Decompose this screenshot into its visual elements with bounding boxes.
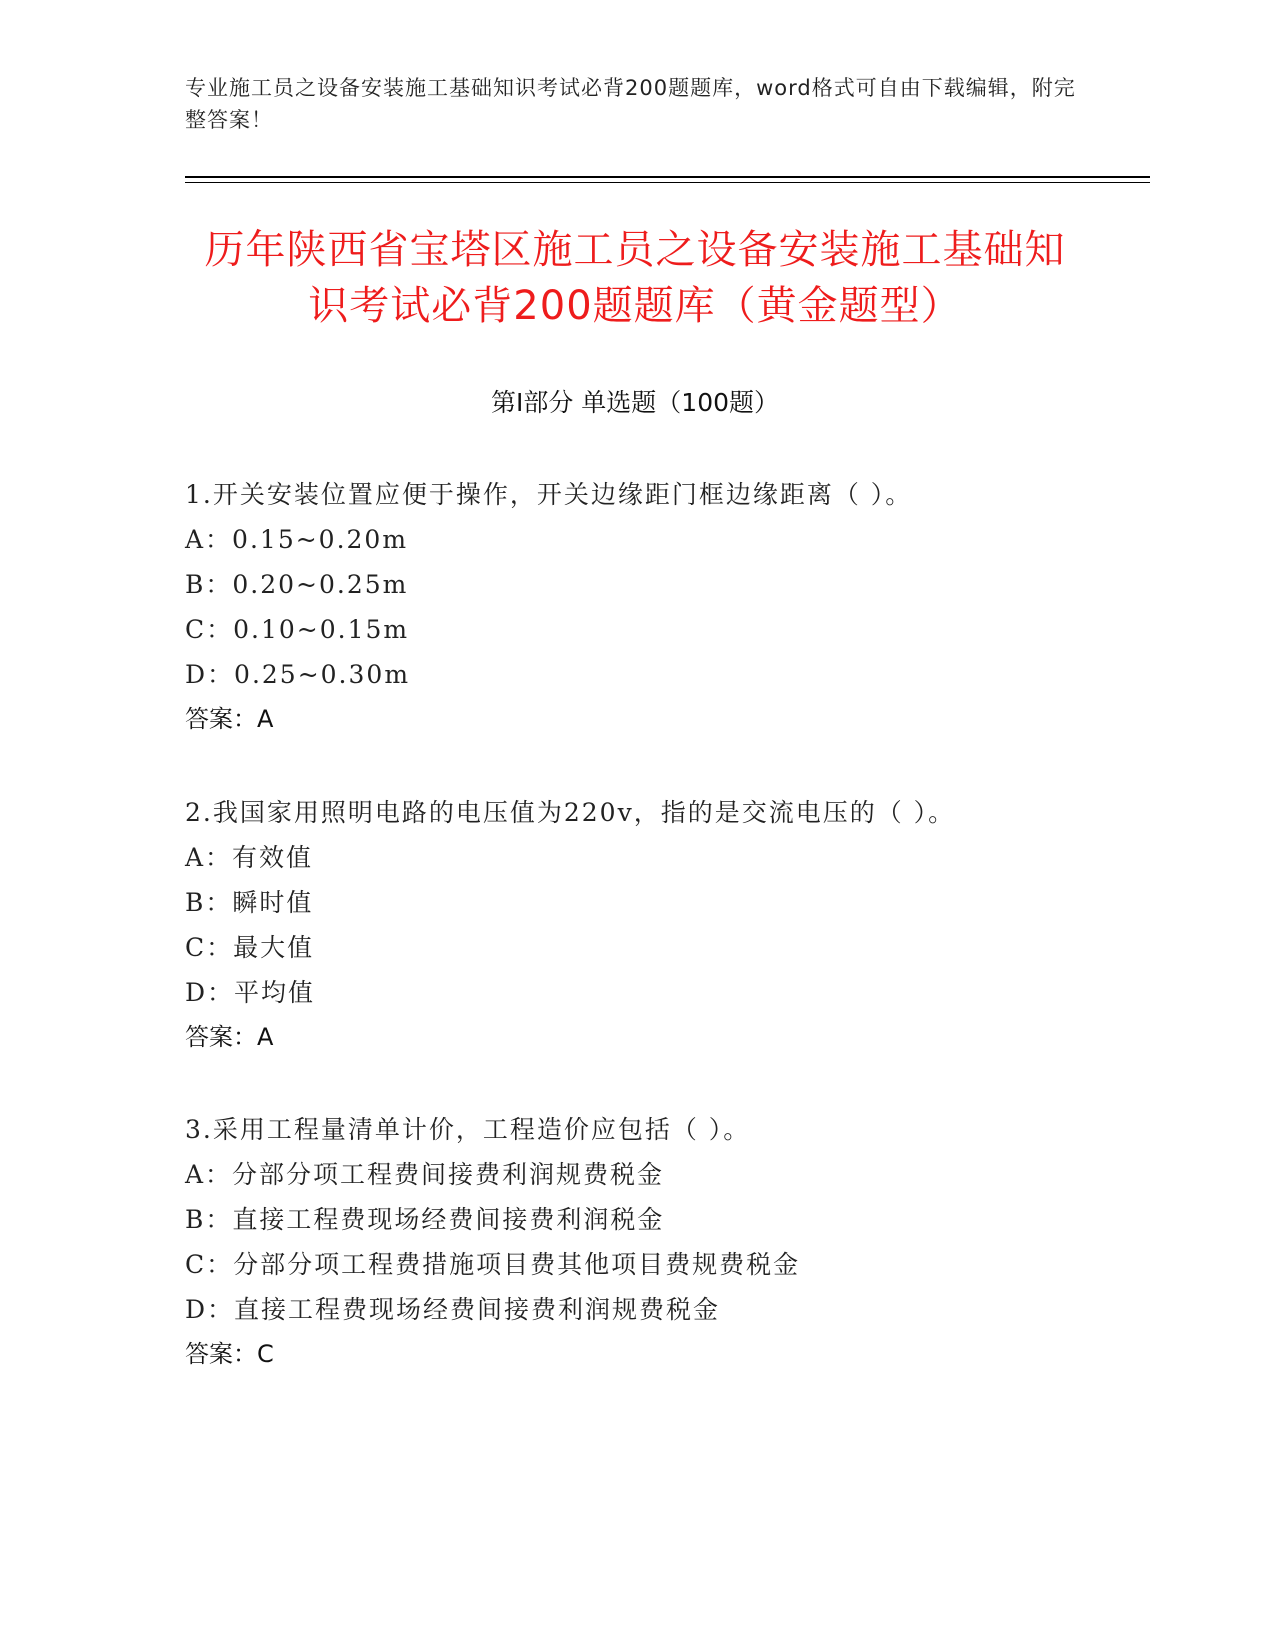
question-block <box>185 472 1145 742</box>
option-d: D：0.25~0.30m <box>185 660 411 689</box>
option-c: C：0.10~0.15m <box>185 615 410 644</box>
option-a: A：有效值 <box>185 843 314 872</box>
option-b: B：瞬时值 <box>185 888 314 917</box>
answer: 答案：A <box>185 705 274 733</box>
question-block <box>185 1107 1145 1377</box>
option-d: D：直接工程费现场经费间接费利润规费税金 <box>185 1295 721 1324</box>
question-stem: 1.开关安装位置应便于操作，开关边缘距门框边缘距离（ ）。 <box>185 480 913 509</box>
question-block <box>185 790 1145 1060</box>
option-c: C：分部分项工程费措施项目费其他项目费规费税金 <box>185 1250 801 1279</box>
answer: 答案：C <box>185 1340 274 1368</box>
section-title: 第Ⅰ部分 单选题（100题） <box>490 388 780 417</box>
question-stem: 3.采用工程量清单计价，工程造价应包括（ ）。 <box>185 1115 751 1144</box>
header-note: 专业施工员之设备安装施工基础知识考试必背200题题库，word格式可自由下载编辑，附完整答案！ <box>185 76 1076 132</box>
question-stem: 2.我国家用照明电路的电压值为220v，指的是交流电压的（ ）。 <box>185 798 956 827</box>
header-divider <box>185 176 1150 183</box>
answer: 答案：A <box>185 1023 274 1051</box>
option-b: B：0.20~0.25m <box>185 570 409 599</box>
option-a: A：0.15~0.20m <box>185 525 409 554</box>
option-a: A：分部分项工程费间接费利润规费税金 <box>185 1160 665 1189</box>
document-title: 历年陕西省宝塔区施工员之设备安装施工基础知识考试必背200题题库（黄金题型） <box>204 227 1066 329</box>
option-d: D：平均值 <box>185 978 316 1007</box>
option-c: C：最大值 <box>185 933 315 962</box>
option-b: B：直接工程费现场经费间接费利润税金 <box>185 1205 665 1234</box>
